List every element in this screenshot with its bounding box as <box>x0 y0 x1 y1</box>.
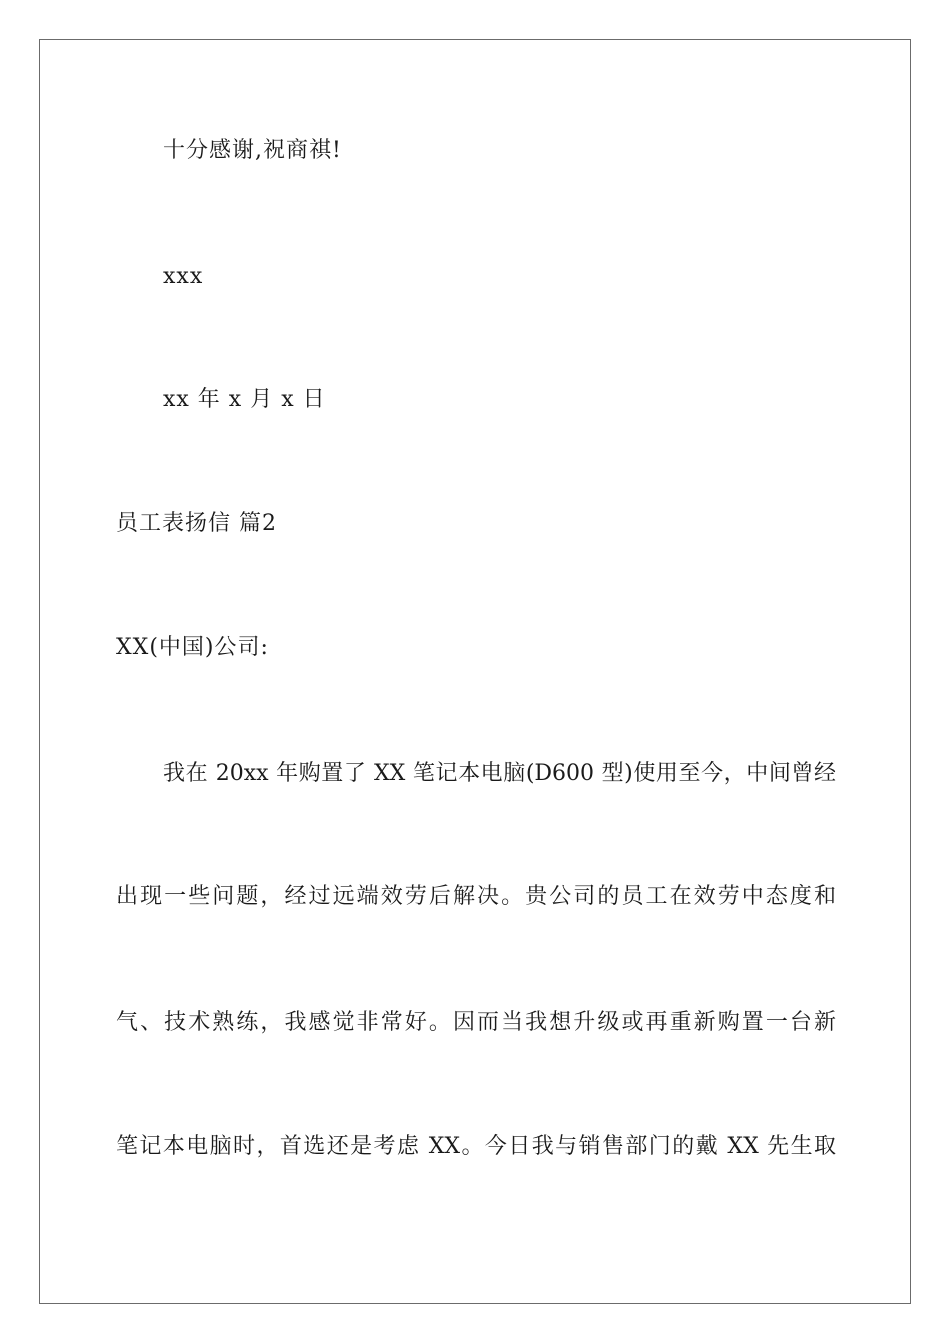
paragraph-line-3: 气、技术熟练，我感觉非常好。因而当我想升级或再重新购置一台新 <box>116 1010 836 1035</box>
date-text: xx 年 x 月 x 日 <box>163 387 326 412</box>
paragraph-line-2: 出现一些问题，经过远端效劳后解决。贵公司的员工在效劳中态度和 <box>116 884 836 909</box>
paragraph-line-1: 我在 20xx 年购置了 XX 笔记本电脑(D600 型)使用至今，中间曾经 <box>163 761 836 786</box>
page-border <box>39 39 911 1304</box>
closing-thanks-text: 十分感谢,祝商祺! <box>163 138 342 163</box>
paragraph-line-4: 笔记本电脑时，首选还是考虑 XX。今日我与销售部门的戴 XX 先生取 <box>116 1134 836 1159</box>
signature-text: xxx <box>163 264 204 289</box>
section-heading: 员工表扬信 篇2 <box>116 511 277 536</box>
salutation-text: XX(中国)公司: <box>116 635 269 660</box>
